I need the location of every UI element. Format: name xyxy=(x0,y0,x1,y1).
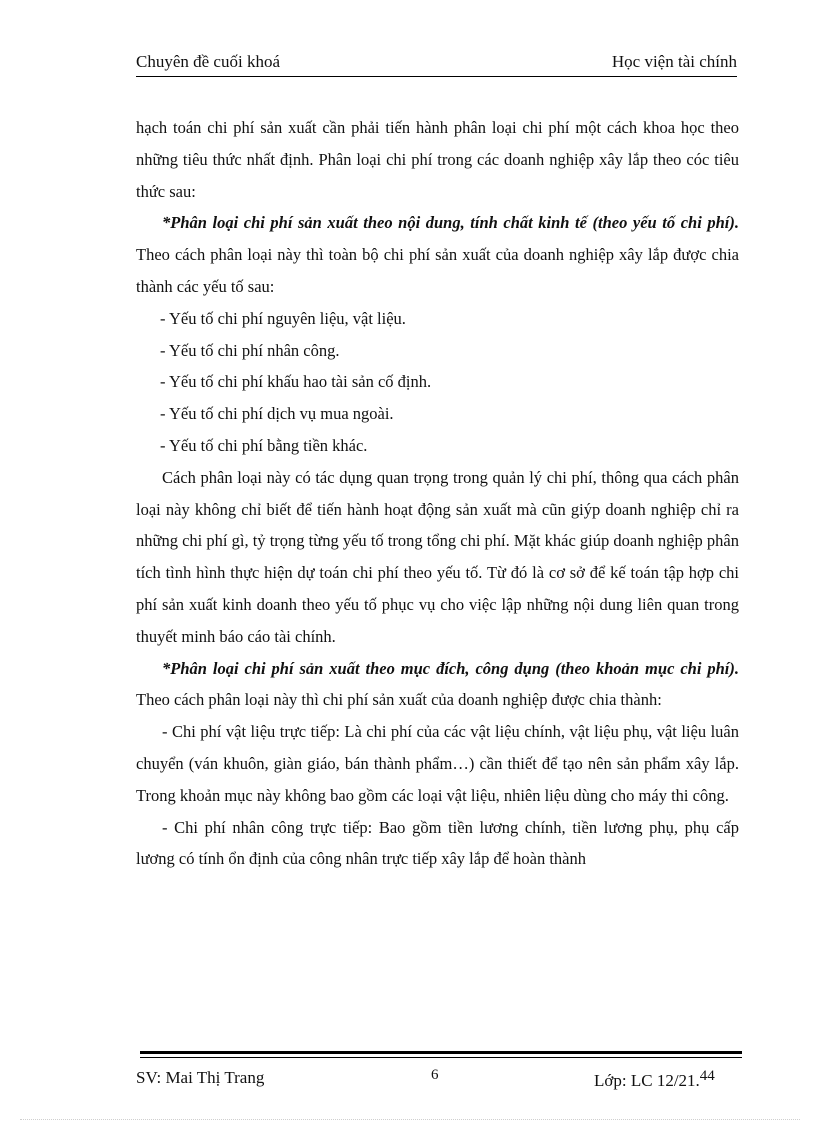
paragraph: - Chi phí nhân công trực tiếp: Bao gồm tiền lương chính, tiền lương phụ, phụ cấp lương có tính ổn định của công nhân trực tiếp xây lắp để hoàn thành xyxy=(136,817,739,869)
list-item: - Yếu tố chi phí nhân công. xyxy=(160,340,340,360)
header-left-title: Chuyên đề cuối khoá xyxy=(136,52,280,71)
paragraph-text: Theo cách phân loại này thì toàn bộ chi phí sản xuất của doanh nghiệp xây lắp được chia thành các yếu tố sau: xyxy=(136,245,739,296)
list-item: - Yếu tố chi phí nguyên liệu, vật liệu. xyxy=(160,308,406,328)
document-body xyxy=(136,112,739,875)
paragraph: hạch toán chi phí sản xuất cần phải tiến hành phân loại chi phí một cách khoa học theo những tiêu thức nhất định. Phân loại chi phí trong các doanh nghiệp xây lắp theo cóc tiêu thức sau: xyxy=(136,118,739,201)
footer-class-label: Lớp: LC 12/21. xyxy=(594,1071,700,1090)
page-header xyxy=(136,52,737,76)
page-bottom-edge xyxy=(20,1119,800,1120)
paragraph xyxy=(136,207,739,302)
paragraph: - Chi phí vật liệu trực tiếp: Là chi phí của các vật liệu chính, vật liệu phụ, vật liệu luân chuyển (ván khuôn, giàn giáo, bán thành phẩm…) cần thiết để tạo nên sản phẩm xây lắp. Trong khoản mục này không bao gồm các loại vật liệu, nhiên liệu dùng cho máy thi công. xyxy=(136,722,739,805)
paragraph-text: Theo cách phân loại này thì chi phí sản xuất của doanh nghiệp được chia thành: xyxy=(136,690,662,710)
list-item: - Yếu tố chi phí bằng tiền khác. xyxy=(160,435,368,455)
footer-divider-thin xyxy=(140,1057,742,1058)
section-heading: *Phân loại chi phí sản xuất theo mục đích, công dụng (theo khoản mục chi phí). xyxy=(162,658,739,678)
header-right-title: Học viện tài chính xyxy=(611,52,737,71)
list-item: - Yếu tố chi phí dịch vụ mua ngoài. xyxy=(160,404,394,424)
footer-student-name: SV: Mai Thị Trang xyxy=(136,1068,265,1087)
footer-class xyxy=(594,1068,715,1091)
paragraph xyxy=(136,653,739,717)
list-item: - Yếu tố chi phí khấu hao tài sản cố định. xyxy=(160,372,432,392)
footer-class-superscript: 44 xyxy=(699,1068,715,1084)
paragraph: Cách phân loại này có tác dụng quan trọng trong quản lý chi phí, thông qua cách phân loại này không chỉ biết để tiến hành hoạt động sản xuất mà cũn giýp doanh nghiệp chỉ ra những chi phí gì, tỷ trọng từng yếu tố trong tổng chi phí. Mặt khác giúp doanh nghiệp phân tích tình hình thực hiện dự toán chi phí theo yếu tố. Từ đó là cơ sở để kế toán tập hợp chi phí sản xuất kinh doanh theo yếu tố phục vụ cho việc lập những nội dung liên quan trong thuyết minh báo cáo tài chính. xyxy=(136,467,739,646)
footer-divider-thick xyxy=(140,1051,742,1054)
section-heading: *Phân loại chi phí sản xuất theo nội dung, tính chất kinh tế (theo yếu tố chi phí). xyxy=(162,213,739,233)
header-divider xyxy=(136,76,737,77)
footer-page-number: 6 xyxy=(431,1067,439,1083)
